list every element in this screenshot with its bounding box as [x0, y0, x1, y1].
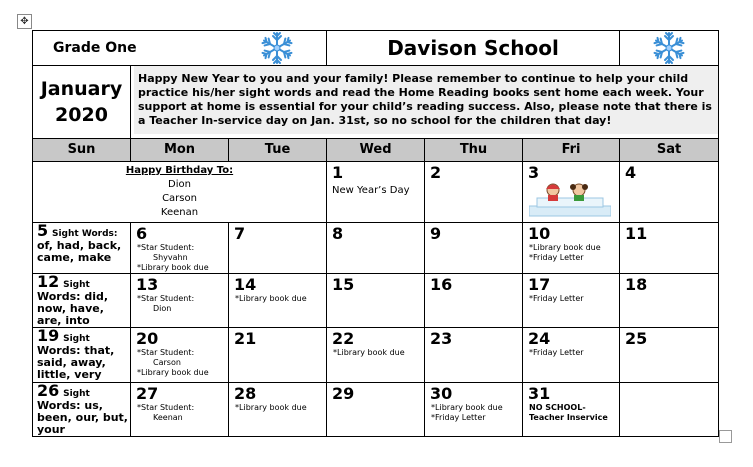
day-cell: [131, 328, 229, 383]
weekday-header: Sun: [33, 139, 131, 162]
friday-letter-note: *Friday Letter: [529, 294, 584, 303]
sight-label: Sight: [63, 389, 90, 399]
friday-letter-note: *Friday Letter: [431, 413, 486, 422]
day-cell: [33, 274, 131, 328]
no-school-note: NO SCHOOL-: [529, 403, 586, 412]
day-number: 13: [136, 275, 159, 294]
week-row: [33, 274, 719, 328]
library-note: *Library book due: [235, 294, 307, 303]
school-cell: [327, 31, 620, 66]
day-cell: [425, 162, 523, 223]
day-cell: [327, 383, 425, 437]
weekday-header: Mon: [131, 139, 229, 162]
day-number: 19: [37, 327, 60, 345]
day-cell: [131, 223, 229, 274]
school-name: Davison School: [387, 36, 559, 60]
month-cell: [33, 66, 131, 139]
sight-words: Words: us, been, our, but, your: [37, 399, 128, 436]
day-cell: [327, 162, 425, 223]
weekday-header: Tue: [229, 139, 327, 162]
day-number: 15: [332, 275, 355, 294]
day-number: 17: [528, 275, 551, 294]
day-number: 30: [430, 384, 453, 403]
day-number: 16: [430, 275, 453, 294]
sight-words: Words: that, said, away, little, very: [37, 344, 115, 381]
day-number: 18: [625, 275, 648, 294]
day-number: 12: [37, 273, 60, 291]
sight-words: of, had, back, came, make: [37, 239, 122, 264]
day-number: 3: [528, 163, 540, 182]
library-note: *Library book due: [333, 348, 405, 357]
library-note: *Library book due: [235, 403, 307, 412]
grade-cell: [33, 31, 229, 66]
star-student-name: Carson: [153, 358, 181, 367]
library-note: *Library book due: [137, 368, 209, 377]
day-number: 23: [430, 329, 453, 348]
day-cell: [620, 383, 719, 437]
day-cell: [523, 274, 620, 328]
table-resize-handle[interactable]: [719, 430, 732, 443]
day-number: 6: [136, 224, 148, 243]
week-row: [33, 223, 719, 274]
weekday-header: Sat: [620, 139, 719, 162]
birthday-name: Dion: [168, 179, 191, 190]
year: 2020: [55, 104, 108, 126]
snowflake-cell-left: [229, 31, 327, 66]
day-cell: [620, 328, 719, 383]
week-row: [33, 162, 719, 223]
day-cell: [131, 274, 229, 328]
day-number: 27: [136, 384, 159, 403]
day-number: 21: [234, 329, 257, 348]
week-row: [33, 328, 719, 383]
header-row: [33, 31, 719, 66]
star-student-name: Dion: [153, 304, 172, 313]
sight-label: Sight: [63, 334, 90, 344]
birthday-name: Carson: [162, 193, 197, 204]
weekday-header: Wed: [327, 139, 425, 162]
star-student-label: *Star Student:: [137, 243, 195, 252]
calendar-table: [32, 30, 719, 437]
sight-label: Sight Words:: [51, 229, 118, 239]
day-number: 8: [332, 224, 344, 243]
sight-label: Sight: [63, 280, 90, 290]
day-number: 2: [430, 163, 442, 182]
birthday-name: Keenan: [160, 207, 199, 218]
day-cell: [620, 223, 719, 274]
message-text[interactable]: Happy New Year to you and your family! Please remember to continue to help your child practice his/her sight words and read the Home Reading books sent home each week. Your support at home is essential for your child’s reading success. Also, please note that there is a Teacher In-service day on Jan. 31st, so no school for the children that day!: [134, 66, 718, 134]
intro-row: [33, 66, 719, 139]
day-number: 4: [625, 163, 637, 182]
day-number: 10: [528, 224, 551, 243]
star-student-name: Shyvahn: [153, 253, 188, 262]
sight-words: Words: did, now, have, are, into: [37, 290, 109, 327]
day-cell: [229, 383, 327, 437]
message-cell[interactable]: [131, 66, 719, 139]
library-note: *Library book due: [137, 263, 209, 272]
day-cell: [229, 328, 327, 383]
day-cell: [425, 383, 523, 437]
day-number: 31: [528, 384, 551, 403]
day-number: 1: [332, 163, 344, 182]
day-cell: [523, 328, 620, 383]
day-cell: [229, 223, 327, 274]
day-cell: [327, 223, 425, 274]
day-number: 14: [234, 275, 257, 294]
day-number: 7: [234, 224, 246, 243]
day-cell: [425, 328, 523, 383]
birthday-cell: [33, 162, 327, 223]
friday-letter-note: *Friday Letter: [529, 253, 584, 262]
holiday-note: New Year’s Day: [332, 185, 410, 196]
day-cell: [229, 274, 327, 328]
snowflake-icon: [620, 31, 718, 65]
day-number: 24: [528, 329, 551, 348]
day-cell: [523, 383, 620, 437]
day-number: 22: [332, 329, 355, 348]
day-cell: [327, 274, 425, 328]
weekday-header: Thu: [425, 139, 523, 162]
kids-snow-illustration-icon: [523, 182, 619, 222]
inservice-note: Teacher Inservice: [529, 413, 608, 422]
day-number: 20: [136, 329, 159, 348]
star-student-name: Keenan: [153, 413, 183, 422]
snowflake-cell-right: [620, 31, 719, 66]
day-cell: [425, 223, 523, 274]
friday-letter-note: *Friday Letter: [529, 348, 584, 357]
star-student-label: *Star Student:: [137, 403, 195, 412]
day-number: 29: [332, 384, 355, 403]
day-cell: [523, 223, 620, 274]
day-cell: [523, 162, 620, 223]
grade-label: Grade One: [53, 40, 137, 56]
birthday-title: Happy Birthday To:: [125, 165, 234, 176]
week-row: [33, 383, 719, 437]
day-number: 5: [37, 222, 49, 240]
day-cell: [33, 223, 131, 274]
day-number: 28: [234, 384, 257, 403]
day-cell: [131, 383, 229, 437]
weekday-row: [33, 139, 719, 162]
library-note: *Library book due: [529, 243, 601, 252]
star-student-label: *Star Student:: [137, 348, 195, 357]
day-cell: [425, 274, 523, 328]
library-note: *Library book due: [431, 403, 503, 412]
day-cell: [620, 162, 719, 223]
day-number: 26: [37, 382, 60, 400]
day-cell: [33, 383, 131, 437]
day-number: 25: [625, 329, 648, 348]
day-cell: [33, 328, 131, 383]
day-number: 9: [430, 224, 442, 243]
day-cell: [620, 274, 719, 328]
snowflake-icon: [229, 31, 327, 65]
table-move-handle[interactable]: ✥: [17, 14, 32, 29]
day-cell: [327, 328, 425, 383]
day-number: 11: [625, 224, 648, 243]
month-name: January: [40, 78, 123, 100]
weekday-header: Fri: [523, 139, 620, 162]
star-student-label: *Star Student:: [137, 294, 195, 303]
